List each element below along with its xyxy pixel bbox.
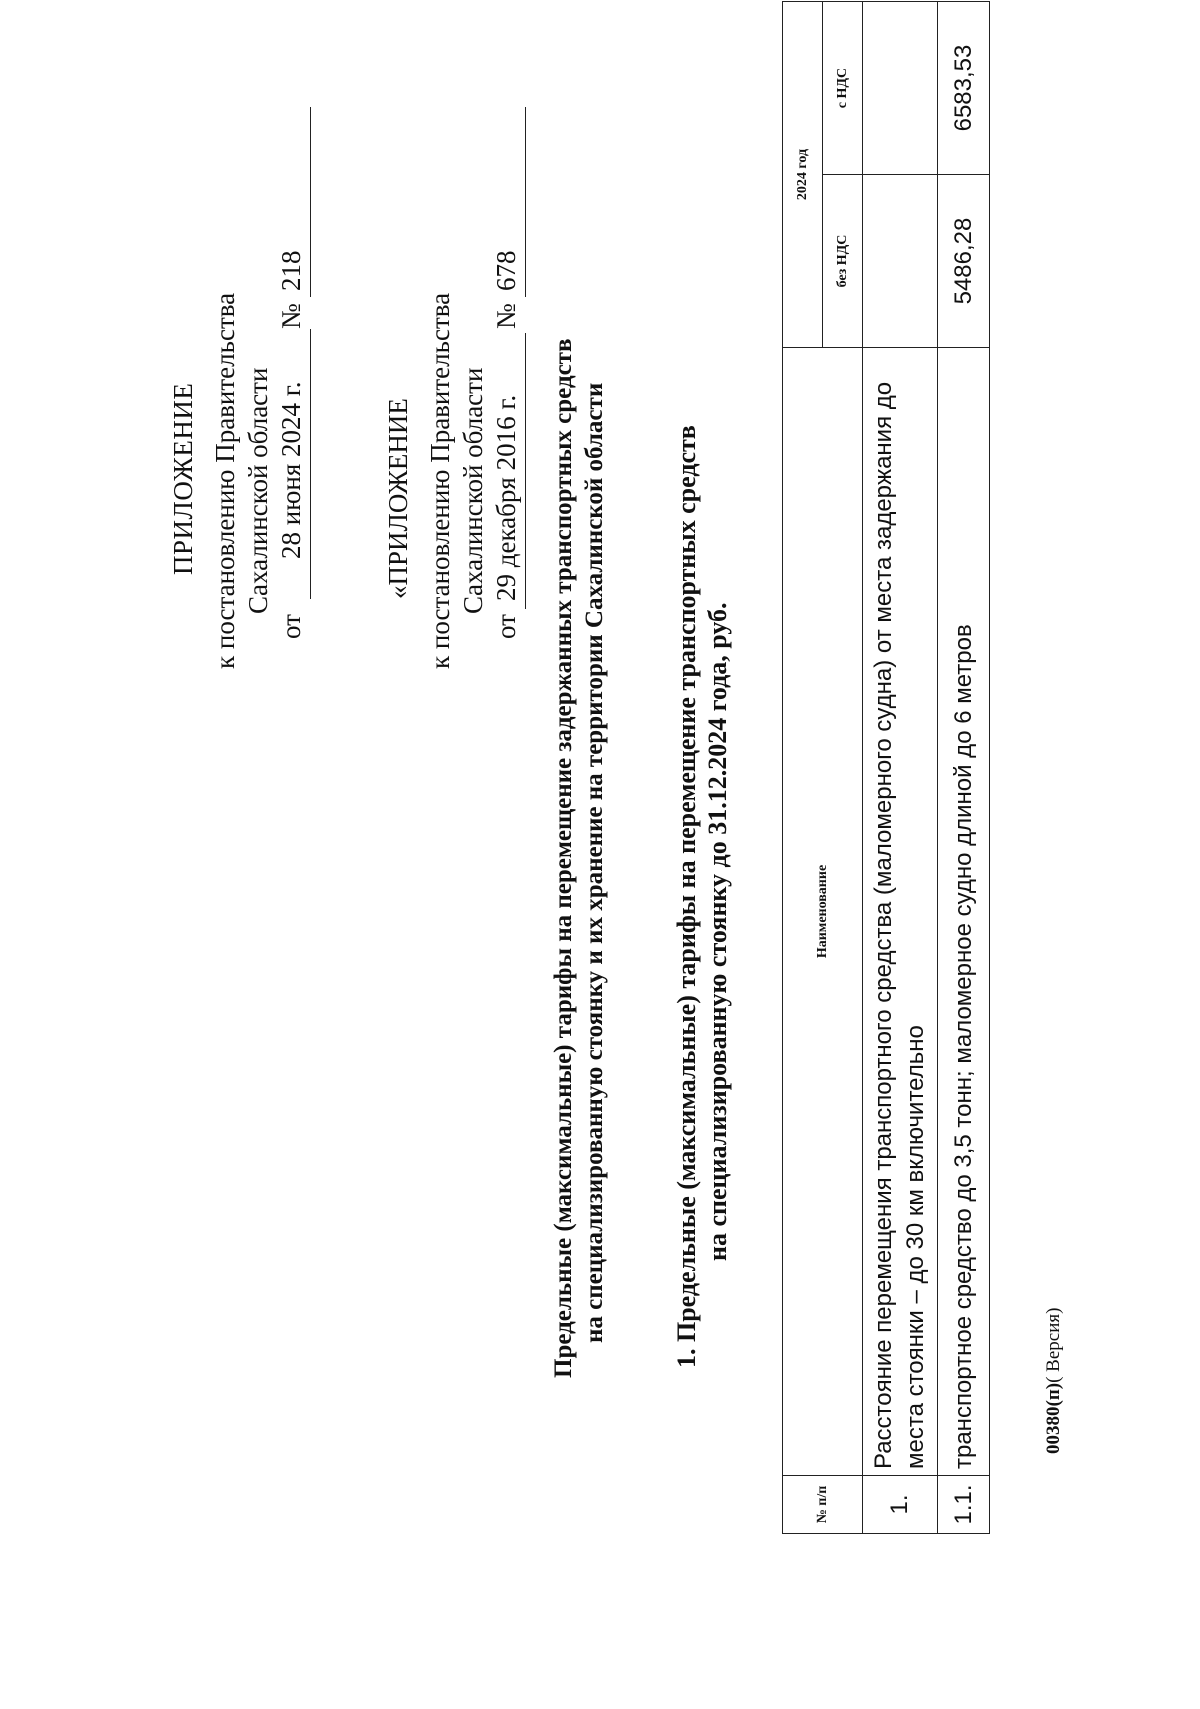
- section-heading-line1: 1. Предельные (максимальные) тарифы на перемещение транспортных средств: [672, 425, 701, 1368]
- number-underline: [525, 107, 526, 297]
- appendix-current-from-label: от: [276, 614, 306, 639]
- tariff-table: [782, 1, 990, 1534]
- table-row: [938, 2, 990, 1534]
- row-num: 1.: [863, 1476, 938, 1534]
- header-year: 2024 год: [783, 2, 823, 348]
- appendix-previous-number: 678: [491, 250, 521, 291]
- appendix-previous-title: «ПРИЛОЖЕНИЕ: [383, 398, 413, 599]
- appendix-previous-date: 29 декабря 2016 г.: [491, 394, 521, 601]
- header-num: № п/п: [783, 1476, 863, 1534]
- appendix-current-title: ПРИЛОЖЕНИЕ: [168, 382, 198, 575]
- document-footer: [1043, 1308, 1065, 1454]
- number-underline: [310, 107, 311, 297]
- row-name: Расстояние перемещения транспортного средства (маломерного судна) от места задержания до места стоянки – до 30 км включительно: [863, 348, 938, 1476]
- header-with-vat: с НДС: [823, 2, 863, 175]
- row-with-vat: [863, 2, 938, 175]
- table-row: [863, 2, 938, 1534]
- appendix-previous-line1: к постановлению Правительства: [425, 292, 455, 669]
- header-name: Наименование: [783, 348, 863, 1476]
- appendix-current-number-label: №: [276, 303, 306, 329]
- appendix-current-line2: Сахалинской области: [243, 367, 273, 614]
- footer-version: ( Версия): [1043, 1307, 1064, 1383]
- date-underline: [525, 333, 526, 609]
- appendix-previous-from-label: от: [491, 614, 521, 639]
- appendix-current-date: 28 июня 2024 г.: [276, 381, 306, 559]
- appendix-previous-number-label: №: [491, 303, 521, 329]
- row-num: 1.1.: [938, 1476, 990, 1534]
- section-heading-line2: на специализированную стоянку до 31.12.2024 года, руб.: [703, 602, 732, 1261]
- document-heading-line2: на специализированную стоянку и их хранение на территории Сахалинской области: [581, 382, 608, 1343]
- document-heading-line1: Предельные (максимальные) тарифы на перемещение задержанных транспортных средств: [550, 338, 577, 1378]
- appendix-current-number: 218: [276, 250, 306, 291]
- appendix-current-line1: к постановлению Правительства: [210, 292, 240, 669]
- row-without-vat: 5486,28: [938, 175, 990, 348]
- row-name: транспортное средство до 3,5 тонн; маломерное судно длиной до 6 метров: [938, 348, 990, 1476]
- appendix-previous-line2: Сахалинской области: [458, 367, 488, 614]
- header-without-vat: без НДС: [823, 175, 863, 348]
- footer-code: 00380(п): [1043, 1382, 1064, 1454]
- row-without-vat: [863, 175, 938, 348]
- date-underline: [310, 329, 311, 599]
- row-with-vat: 6583,53: [938, 2, 990, 175]
